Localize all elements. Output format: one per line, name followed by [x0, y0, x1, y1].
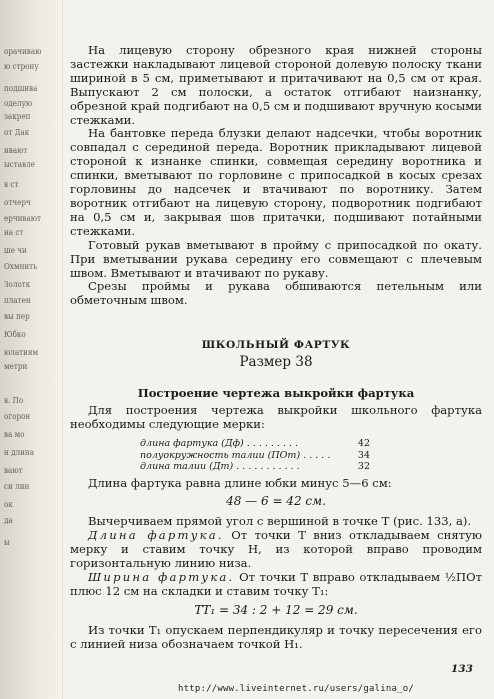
gutter-fragment: да: [4, 516, 13, 525]
measure-label: длина фартука (Дф) . . . . . . . . .: [140, 438, 299, 450]
gutter-fragment: в ст: [4, 180, 19, 189]
measure-row: [140, 438, 370, 450]
gutter-fragment: ок: [4, 500, 13, 509]
measures-list: [140, 438, 482, 473]
section-size: Размер 38: [239, 354, 313, 371]
paragraph-zipper: На лицевую сторону обрезного края нижней стороны застежки накладывают лицевой стороной долевую полоску ткани шириной в 5 см, приметывают и притачивают на 0,5 см от края. Выпускают 2 см полоски, а остаток отгибают наизнанку, обрезной край подгибают на 0,5 см и подшивают вручную косыми стежками.: [70, 43, 482, 127]
gutter-fragment: оделую: [4, 99, 33, 108]
gutter-fragment: вы пер: [4, 312, 30, 321]
measure-label: полуокружность талии (ПОт) . . . . .: [140, 449, 331, 461]
paragraph-apron-width: [70, 571, 482, 599]
page-content: [70, 44, 482, 652]
gutter-fragment: подшива: [4, 84, 38, 93]
gutter-fragment: от Дак: [4, 128, 30, 137]
section-title: ШКОЛЬНЫЙ ФАРТУК: [201, 339, 351, 352]
paragraph-length: Длина фартука равна длине юбки минус 5—6 см:: [88, 475, 392, 490]
paragraph-perpendicular: Из точки Т₁ опускаем перпендикуляр и точку пересечения его с линией низа обозначаем точкой Н₁.: [70, 622, 482, 651]
gutter-fragment: орачиваю: [4, 47, 42, 56]
measure-value: 32: [357, 461, 370, 473]
gutter-fragment: юлатиям: [4, 348, 39, 357]
measure-row: [140, 450, 370, 462]
apron-length-text: От точки Т вниз откладываем снятую мерку и ставим точку Н, из которой вправо проводим горизонтальную линию низа.: [70, 528, 482, 571]
measure-value: 34: [357, 449, 370, 461]
paragraph-intro: Для построения чертежа выкройки школьного фартука необходимы следующие мерки:: [70, 403, 482, 432]
gutter-fragment: ыставле: [4, 160, 35, 169]
paragraph-armhole: Срезы проймы и рукава обшиваются петельным или обметочным швом.: [70, 279, 482, 308]
gutter-fragment: отчерч: [4, 198, 31, 207]
gutter-fragment: Золотк: [4, 280, 31, 289]
gutter-fragment: платен: [4, 296, 31, 305]
gutter-fragment: вают: [4, 466, 23, 475]
gutter-fragment: ивают: [4, 146, 28, 155]
gutter-fragment: си лин: [4, 482, 30, 491]
term-apron-length: Длина фартука.: [88, 528, 224, 543]
formula-length: 48 — 6 = 42 см.: [226, 494, 326, 509]
paragraph-sleeve: Готовый рукав вметывают в пройму с припосадкой по окату. При вметывании рукава середину его совмещают с плечевым швом. Вметывают и втачивают по рукаву.: [70, 237, 482, 280]
gutter-fragment: Охмнить: [4, 262, 38, 271]
measure-row: [140, 461, 370, 473]
measure-label: длина талии (Дт) . . . . . . . . . . .: [140, 461, 300, 473]
gutter-fragment: огорон: [4, 412, 31, 421]
gutter-fragment: закреп: [4, 112, 31, 121]
paragraph-angle: Вычерчиваем прямой угол с вершиной в точке Т (рис. 133, а).: [88, 514, 472, 529]
section-subtitle: Построение чертежа выкройки фартука: [137, 386, 415, 401]
gutter-fragment: н длина: [4, 448, 34, 457]
term-apron-width: Ширина фартука.: [88, 570, 235, 585]
gutter-fragment: Юбко: [4, 330, 26, 339]
gutter-fragment: метри: [4, 362, 28, 371]
gutter-fragment: ше чи: [4, 246, 27, 255]
formula-width: ТТ₁ = 34 : 2 + 12 = 29 см.: [194, 602, 358, 617]
gutter-fragment: на ст: [4, 228, 24, 237]
measure-value: 42: [357, 438, 370, 450]
page-number: 133: [451, 663, 473, 675]
gutter-fragment: ва мо: [4, 430, 25, 439]
paragraph-collar: На бантовке переда блузки делают надсечки, чтобы воротник совпадал с серединой переда. Воротник прикладывают лицевой стороной к изнанке спинки, совмещая середину воротника и спинки, вметывают по горловине с припосадкой в косых срезах горловины до надсечек и втачивают по воротнику. Затем воротник отгибают на лицевую сторону, подворотник подгибают на 0,5 см и, закрывая шов притачки, подшивают потайными стежками.: [70, 126, 482, 238]
footer-url: http://www.liveinternet.ru/users/galina_o/: [178, 684, 414, 694]
apron-width-text: От точки Т вправо откладываем ½ПОт плюс 12 см на складки и ставим точку Т₁:: [70, 570, 482, 598]
gutter-fragment: ерчивают: [4, 214, 42, 223]
paragraph-apron-length: [70, 529, 482, 571]
gutter-fragment: в. По: [4, 396, 24, 405]
gutter-fragment: ю строну: [4, 62, 39, 71]
gutter-fragment: ы: [4, 538, 10, 547]
adjacent-page-gutter: [0, 0, 63, 699]
